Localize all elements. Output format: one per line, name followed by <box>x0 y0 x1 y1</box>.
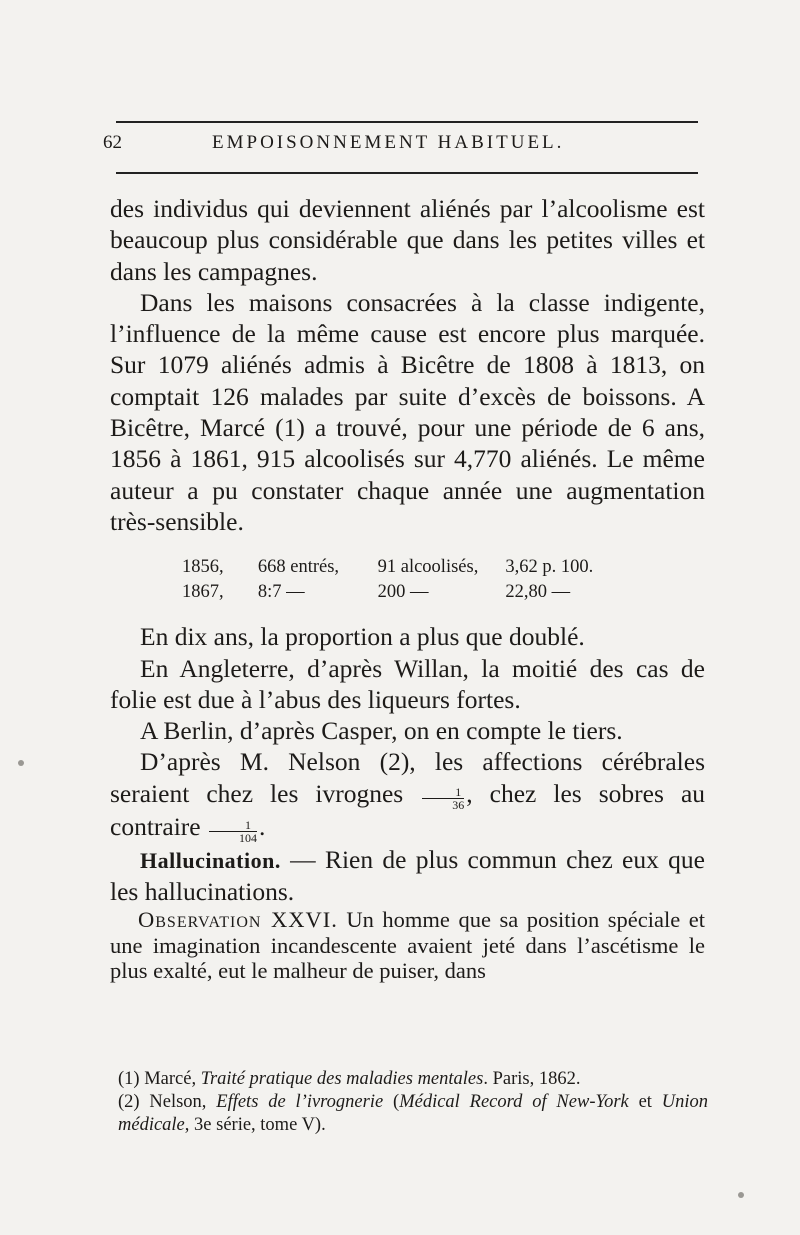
footnote-1 <box>118 1068 708 1091</box>
fraction-denominator: 104 <box>238 830 257 845</box>
table-cell: 3,62 p. 100. <box>505 557 594 578</box>
table-cell: 668 entrés, <box>257 557 340 578</box>
margin-mark <box>738 1192 744 1198</box>
paragraph-hallucination <box>110 844 705 908</box>
fraction-denominator: 36 <box>452 797 465 812</box>
running-header <box>100 132 698 162</box>
table-cell: 91 alcoolisés, <box>377 557 479 578</box>
paragraph-england: En Angleterre, d’après Willan, la moitié des cas de folie est due à l’abus des liqueurs fortes. <box>110 653 705 714</box>
footnote-suffix: , 3e série, tome V). <box>184 1115 326 1135</box>
paragraph-nelson <box>110 746 705 843</box>
table-row <box>182 580 705 605</box>
observation-label: Observation XXVI. <box>138 907 338 933</box>
table-cell: 1867, <box>182 582 224 603</box>
section-heading-hallucination: Hallucination. <box>140 847 281 873</box>
table-cell: 200 — <box>377 582 429 603</box>
observation-text: Un homme que sa position spéciale et une imagination incandescente avaient jeté dans l’ascétisme le plus exalté, eut le malheur de puiser, dans <box>110 907 705 984</box>
footnote-text: et <box>628 1092 662 1112</box>
header-bottom-rule <box>116 172 698 174</box>
footnote-title: Effets de l’ivrognerie <box>216 1092 384 1112</box>
table-cell: 1856, <box>182 557 224 578</box>
table-cell: 8:7 — <box>257 582 305 603</box>
footnote-title: Traité pratique des maladies mentales <box>200 1069 484 1089</box>
footnote-journal: Union médicale <box>118 1092 708 1135</box>
fraction-ivrognes <box>422 786 464 811</box>
paragraph-bicetre: Dans les maisons consacrées à la classe indigente, l’influence de la même cause est encore plus marquée. Sur 1079 aliénés admis à Bicêtre de 1808 à 1813, on comptait 126 malades par suite d’excès de boissons. A Bicêtre, Marcé (1) a trouvé, pour une période de 6 ans, 1856 à 1861, 915 alcoolisés sur 4,770 aliénés. Le même auteur a pu constater chaque année une augmentation très-sensible. <box>110 287 705 536</box>
hallucination-text: — Rien de plus commun chez eux que les hallucinations. <box>110 844 705 907</box>
header-top-rule <box>116 121 698 123</box>
footnote-2 <box>118 1091 708 1137</box>
main-text <box>110 193 705 984</box>
nelson-text-after: . <box>258 811 266 841</box>
footnote-prefix: (1) Marcé, <box>118 1069 201 1089</box>
fraction-sobres <box>209 819 257 844</box>
footnote-suffix: . Paris, 1862. <box>483 1069 581 1089</box>
paragraph-ten-years: En dix ans, la proportion a plus que doublé. <box>140 622 585 652</box>
observation-paragraph <box>110 907 705 984</box>
nelson-text-middle: , chez les sobres au contraire <box>110 778 706 841</box>
footnote-journal: Médical Record of New-York <box>399 1092 629 1112</box>
statistics-table <box>182 555 705 605</box>
paragraph-continuation: des individus qui deviennent aliénés par l’alcoolisme est beaucoup plus considérable que dans les petites villes et dans les campagnes. <box>110 194 705 286</box>
running-title: EMPOISONNEMENT HABITUEL. <box>212 132 565 153</box>
fraction-numerator: 1 <box>209 819 257 832</box>
margin-mark <box>18 760 24 766</box>
table-cell: 22,80 — <box>505 582 571 603</box>
nelson-text-before: D’après M. Nelson (2), les affections cérébrales seraient chez les ivrognes <box>110 747 705 808</box>
footnote-prefix: (2) Nelson, <box>118 1092 217 1112</box>
fraction-numerator: 1 <box>422 786 464 799</box>
footnote-text: ( <box>383 1092 400 1112</box>
footnotes <box>118 1068 708 1137</box>
paragraph-berlin: A Berlin, d’après Casper, on en compte le tiers. <box>140 716 623 746</box>
table-row <box>182 555 705 580</box>
page-number: 62 <box>103 132 122 153</box>
